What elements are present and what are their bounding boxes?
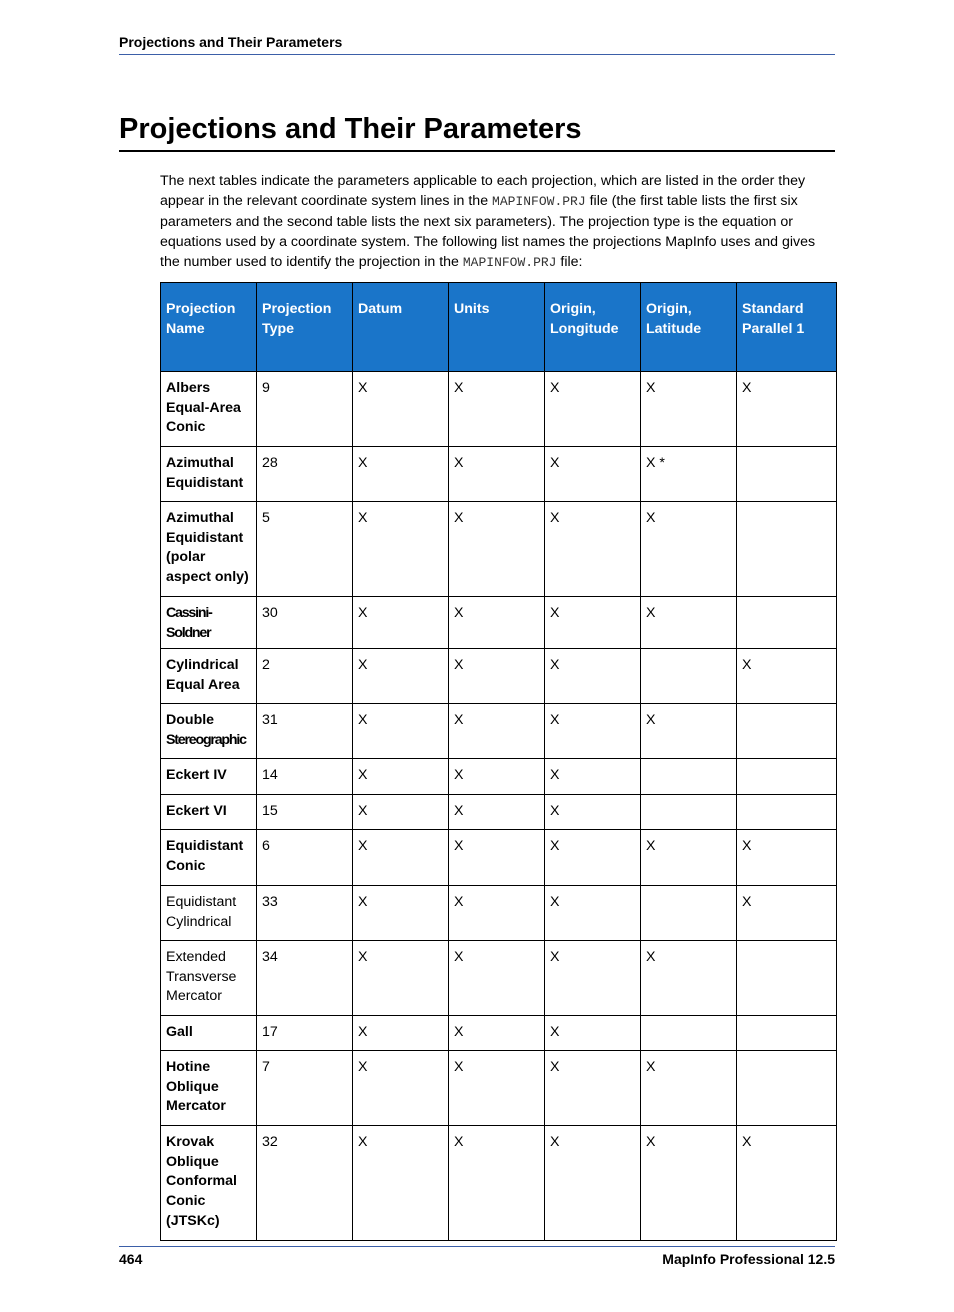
table-row: [161, 795, 837, 830]
units-cell: X: [449, 886, 545, 941]
units-cell: X: [449, 502, 545, 597]
projection-name: Eckert VI: [161, 795, 257, 830]
projection-name: Cylindrical Equal Area: [161, 649, 257, 704]
column-header: Units: [449, 283, 545, 372]
projection-name: Equidistant Cylindrical: [161, 886, 257, 941]
units-cell: X: [449, 704, 545, 759]
projection-type: 32: [257, 1126, 353, 1241]
origin-latitude-cell: X: [641, 597, 737, 649]
standard-parallel-1-cell: X: [737, 886, 837, 941]
origin-longitude-cell: X: [545, 795, 641, 830]
units-cell: X: [449, 830, 545, 886]
column-header: Standard Parallel 1: [737, 283, 837, 372]
table-row: [161, 1016, 837, 1051]
origin-latitude-cell: X: [641, 830, 737, 886]
table-row: [161, 1126, 837, 1241]
datum-cell: X: [353, 941, 449, 1016]
projection-type: 2: [257, 649, 353, 704]
origin-longitude-cell: X: [545, 447, 641, 502]
projection-type: 28: [257, 447, 353, 502]
column-header: Datum: [353, 283, 449, 372]
origin-longitude-cell: X: [545, 886, 641, 941]
datum-cell: X: [353, 830, 449, 886]
standard-parallel-1-cell: [737, 941, 837, 1016]
datum-cell: X: [353, 447, 449, 502]
projection-type: 5: [257, 502, 353, 597]
origin-latitude-cell: X *: [641, 447, 737, 502]
units-cell: X: [449, 1126, 545, 1241]
standard-parallel-1-cell: [737, 597, 837, 649]
standard-parallel-1-cell: X: [737, 649, 837, 704]
standard-parallel-1-cell: [737, 447, 837, 502]
projection-name: Hotine Oblique Mercator: [161, 1051, 257, 1126]
origin-latitude-cell: X: [641, 941, 737, 1016]
origin-longitude-cell: X: [545, 704, 641, 759]
projection-name: Krovak Oblique Conformal Conic (JTSKc): [161, 1126, 257, 1241]
datum-cell: X: [353, 704, 449, 759]
column-header: Projection Name: [161, 283, 257, 372]
origin-latitude-cell: X: [641, 1126, 737, 1241]
units-cell: X: [449, 1016, 545, 1051]
standard-parallel-1-cell: [737, 795, 837, 830]
origin-latitude-cell: [641, 649, 737, 704]
projection-type: 33: [257, 886, 353, 941]
table-header-row: [161, 283, 837, 372]
table-row: [161, 759, 837, 795]
table-row: [161, 886, 837, 941]
origin-longitude-cell: X: [545, 502, 641, 597]
datum-cell: X: [353, 1126, 449, 1241]
projection-name: [161, 704, 257, 759]
projection-type: 9: [257, 372, 353, 447]
projection-type: 14: [257, 759, 353, 795]
datum-cell: X: [353, 597, 449, 649]
table-row: [161, 597, 837, 649]
projection-name: Cassini-Soldner: [161, 597, 257, 649]
table-row: [161, 830, 837, 886]
units-cell: X: [449, 759, 545, 795]
filename-mapinfow-prj: MAPINFOW.PRJ: [492, 194, 586, 209]
units-cell: X: [449, 649, 545, 704]
projection-name: Albers Equal-Area Conic: [161, 372, 257, 447]
origin-latitude-cell: [641, 759, 737, 795]
product-name: MapInfo Professional 12.5: [662, 1251, 835, 1267]
table-row: [161, 704, 837, 759]
column-header: Origin, Latitude: [641, 283, 737, 372]
origin-latitude-cell: X: [641, 1051, 737, 1126]
column-header: Origin, Longitude: [545, 283, 641, 372]
origin-longitude-cell: X: [545, 830, 641, 886]
table-row: [161, 372, 837, 447]
projection-parameters-table: [160, 282, 837, 1241]
datum-cell: X: [353, 886, 449, 941]
table-row: [161, 447, 837, 502]
filename-mapinfow-prj: MAPINFOW.PRJ: [462, 255, 557, 270]
projection-type: 17: [257, 1016, 353, 1051]
projection-name-line: Stereographic: [166, 731, 246, 748]
origin-latitude-cell: [641, 795, 737, 830]
projection-type: 34: [257, 941, 353, 1016]
projection-name: Extended Transverse Mercator: [161, 941, 257, 1016]
datum-cell: X: [353, 795, 449, 830]
datum-cell: X: [353, 759, 449, 795]
standard-parallel-1-cell: X: [737, 372, 837, 447]
projection-type: 6: [257, 830, 353, 886]
origin-latitude-cell: X: [641, 704, 737, 759]
units-cell: X: [449, 941, 545, 1016]
origin-latitude-cell: X: [641, 502, 737, 597]
table-row: [161, 649, 837, 704]
standard-parallel-1-cell: [737, 1051, 837, 1126]
origin-latitude-cell: X: [641, 372, 737, 447]
origin-longitude-cell: X: [545, 941, 641, 1016]
projection-type: 15: [257, 795, 353, 830]
standard-parallel-1-cell: [737, 704, 837, 759]
projection-name-line: Double: [166, 712, 215, 729]
page-title: Projections and Their Parameters: [119, 113, 835, 152]
units-cell: X: [449, 372, 545, 447]
units-cell: X: [449, 795, 545, 830]
projection-name: Azimuthal Equidistant: [161, 447, 257, 502]
intro-text-1: The next tables indicate the parameters applicable to each projection, which are listed in the order they appear in the relevant coordinate system lines in the: [160, 173, 806, 209]
origin-longitude-cell: X: [545, 372, 641, 447]
column-header: Projection Type: [257, 283, 353, 372]
datum-cell: X: [353, 1016, 449, 1051]
projection-name: Azimuthal Equidistant (polar aspect only): [161, 502, 257, 597]
units-cell: X: [449, 597, 545, 649]
units-cell: X: [449, 1051, 545, 1126]
origin-longitude-cell: X: [545, 1051, 641, 1126]
projection-type: 30: [257, 597, 353, 649]
origin-latitude-cell: [641, 886, 737, 941]
units-cell: X: [449, 447, 545, 502]
intro-text-3: file:: [556, 254, 583, 270]
origin-longitude-cell: X: [545, 1126, 641, 1241]
origin-longitude-cell: X: [545, 649, 641, 704]
page-number: 464: [119, 1251, 143, 1267]
standard-parallel-1-cell: X: [737, 830, 837, 886]
page-footer: [119, 1246, 835, 1267]
intro-text-2: file (the first table lists the first six parameters and the second table lists the next six parameters). The projection type is the equation or equations used by a coordinate system. The following list names the projections MapInfo uses and gives the number used to identify the projection in the: [160, 193, 816, 270]
table-row: [161, 1051, 837, 1126]
projection-type: 7: [257, 1051, 353, 1126]
standard-parallel-1-cell: X: [737, 1126, 837, 1241]
origin-longitude-cell: X: [545, 597, 641, 649]
datum-cell: X: [353, 1051, 449, 1126]
standard-parallel-1-cell: [737, 759, 837, 795]
intro-paragraph: [160, 171, 836, 273]
projection-name: Equidistant Conic: [161, 830, 257, 886]
origin-longitude-cell: X: [545, 1016, 641, 1051]
datum-cell: X: [353, 372, 449, 447]
origin-longitude-cell: X: [545, 759, 641, 795]
projection-name: Eckert IV: [161, 759, 257, 795]
datum-cell: X: [353, 502, 449, 597]
standard-parallel-1-cell: [737, 1016, 837, 1051]
projection-type: 31: [257, 704, 353, 759]
standard-parallel-1-cell: [737, 502, 837, 597]
table-row: [161, 502, 837, 597]
table-row: [161, 941, 837, 1016]
projection-name: Gall: [161, 1016, 257, 1051]
running-header: Projections and Their Parameters: [119, 34, 835, 55]
datum-cell: X: [353, 649, 449, 704]
origin-latitude-cell: [641, 1016, 737, 1051]
